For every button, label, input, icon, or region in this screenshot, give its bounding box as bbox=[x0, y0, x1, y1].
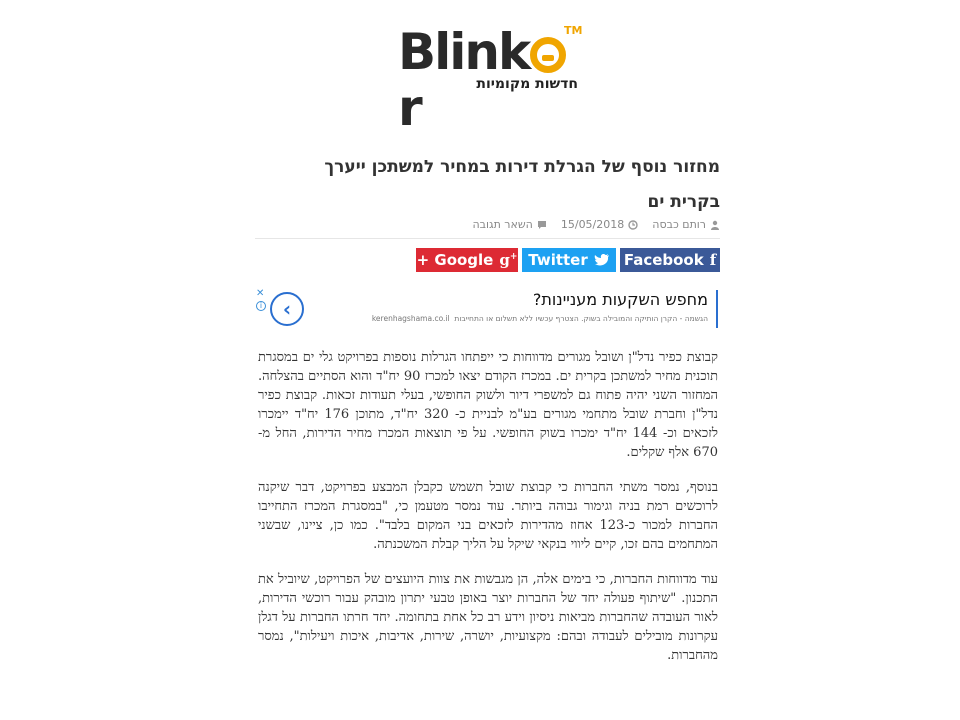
logo-wordmark: Blinkr bbox=[398, 24, 588, 136]
article-title: מחזור נוסף של הגרלת דירות במחיר למשתכן ייערך בקרית ים bbox=[324, 157, 720, 212]
ad-accent-bar bbox=[716, 290, 718, 328]
google-share-label: + Google bbox=[416, 251, 494, 269]
twitter-share-button[interactable] bbox=[522, 248, 616, 272]
post-date-text: 15/05/2018 bbox=[560, 218, 625, 231]
twitter-bird-icon bbox=[594, 253, 610, 267]
user-icon bbox=[710, 220, 720, 230]
ad-banner[interactable] bbox=[252, 288, 720, 336]
logo-trademark: TM bbox=[564, 24, 583, 37]
comment-link-text: השאר תגובה bbox=[472, 218, 533, 231]
comment-icon bbox=[537, 220, 547, 230]
facebook-icon: f bbox=[709, 251, 717, 269]
meta-divider bbox=[255, 238, 720, 239]
article-paragraph: בנוסף, נמסר משתי החברות כי קבוצת שובל תשמש כקבלן המבצע בפרויקט, דבר שיקנה לרוכשים רמת בניה וגימור גבוהה ביותר. עוד נמסר מטעמן כי, "במסגרת המכרז התחייבו החברות למכור כ-123 אחוז מהדירות לזכאים בני המקום בלבד". כמו כן, ציינו, שבשני המתחמים בהם זכו, קיים ליווי בנקאי שיקל על הליך קבלת המשכנתה. bbox=[258, 480, 718, 552]
facebook-share-button[interactable] bbox=[620, 248, 720, 272]
twitter-share-label: Twitter bbox=[528, 251, 588, 269]
ad-domain: kerenhagshama.co.il bbox=[371, 314, 450, 323]
ad-subtitle-text: הגשמה - הקרן הותיקה והמובילה בשוק. הצטרף עכשיו ללא תשלום או התחייבות bbox=[454, 314, 708, 323]
facebook-share-label: Facebook bbox=[623, 251, 704, 269]
ad-title[interactable]: מחפש השקעות מעניינות? bbox=[532, 290, 708, 309]
article-paragraph: עוד מדווחות החברות, כי בימים אלה, הן מגבשות את צוות היועצים של הפרויקט, שיוביל את התכנון. "שיתוף פעולה יחד של החברות יוצר באופן טבעי יתרון מובהק עבור רוכשי הדירות, לאור העובדה שהחברות מביאות ניסיון וידע רב כל אחת בתחומה. יחד חרתו החברות על דגלן עקרונות מובילים לעבודה ובהם: מקצועיות, יושרה, שירות, אדיבות, איכות ויעילות", נמסר מהחברות. bbox=[258, 572, 718, 663]
author[interactable] bbox=[652, 218, 720, 231]
ad-subtitle bbox=[372, 314, 708, 323]
clock-icon bbox=[628, 220, 638, 230]
info-icon[interactable]: i bbox=[256, 301, 266, 311]
logo-tagline: חדשות מקומיות bbox=[476, 76, 578, 92]
google-plus-share-button[interactable] bbox=[416, 248, 518, 272]
comment-link[interactable] bbox=[473, 218, 547, 231]
article-meta bbox=[473, 218, 721, 231]
author-name: רותם כבסה bbox=[652, 218, 706, 231]
article-body bbox=[258, 348, 718, 681]
close-icon[interactable]: ✕ bbox=[256, 288, 265, 299]
logo-ring-icon bbox=[530, 37, 566, 73]
google-plus-icon: g+ bbox=[499, 251, 518, 269]
article-paragraph: קבוצת כפיר נדל"ן ושובל מגורים מדווחות כי ייפתחו הגרלות נוספות בפרויקט גלי ים במסגרת תוכנית מחיר למשתכן בקרית ים. במכרז הקודם יצאו למכרז 90 יח"ד והוא הסתיים בהצלחה. המחזור השני יהיה פתוח גם למשפרי דיור ולשוק החופשי, בעלי תעודות זכאות. קבוצת כפיר נדל"ן וחברת שובל מתחמי מגורים בע"מ לבניית כ- 320 יח"ד, מתוכן 176 יח"ד יימכרו לזכאים וכ- 144 יח"ד ימכרו בשוק החופשי. על פי תוצאות המכרז מחיר הדירות, החל מ- 670 אלף שקלים. bbox=[258, 350, 718, 460]
chevron-left-icon[interactable]: ‹ bbox=[270, 292, 304, 326]
post-date bbox=[561, 218, 638, 231]
site-logo[interactable] bbox=[398, 20, 588, 137]
